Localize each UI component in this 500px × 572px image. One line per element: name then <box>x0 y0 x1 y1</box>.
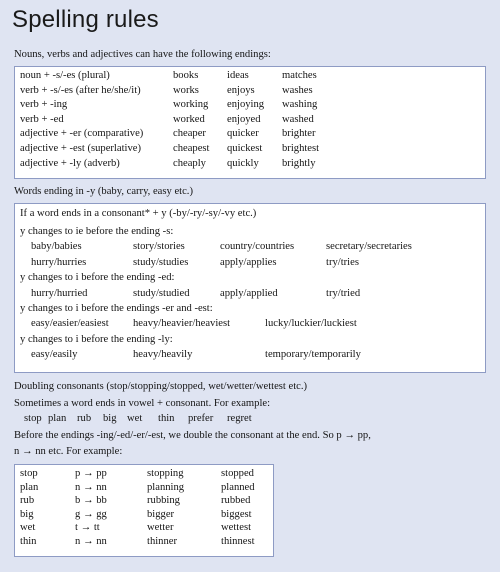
ending-example: working <box>173 99 209 111</box>
endings-row <box>15 114 485 129</box>
endings-table <box>14 66 486 179</box>
doubling-row <box>15 468 273 482</box>
ed-er-form: thinnest <box>221 535 255 547</box>
ending-rule: adjective + -er (comparative) <box>20 128 144 140</box>
endings-row <box>15 85 485 100</box>
y-subheading-text: y changes to i before the endings -er and -est: <box>20 302 213 314</box>
doubling-word: plan <box>48 413 67 424</box>
ending-rule: adjective + -ly (adverb) <box>20 157 120 169</box>
ending-example: cheapest <box>173 142 210 154</box>
y-subheading-text: y changes to i before the ending -ed: <box>20 272 175 284</box>
consonant-change: b → bb <box>75 495 107 507</box>
y-subheading <box>15 303 485 318</box>
ending-example: quickest <box>227 142 263 154</box>
doubling-table <box>14 464 274 557</box>
y-example: study/studies <box>133 256 189 268</box>
y-example: country/countries <box>220 241 295 253</box>
consonant-change: t → tt <box>75 522 100 534</box>
y-rule: If a word ends in a consonant* + y (-by/-ry/-sy/-vy etc.) <box>20 208 257 219</box>
doubling-intro: Sometimes a word ends in vowel + consonant. For example: <box>14 398 271 409</box>
ending-rule: adjective + -est (superlative) <box>20 142 141 154</box>
ing-form: planning <box>147 481 185 493</box>
ending-rule: noun + -s/-es (plural) <box>20 70 110 81</box>
page-title: Spelling rules <box>12 6 159 33</box>
y-example: easy/easier/easiest <box>31 318 109 330</box>
base-word: rub <box>20 495 35 507</box>
ing-form: stopping <box>147 468 184 479</box>
y-example: story/stories <box>133 241 185 253</box>
y-example: secretary/secretaries <box>326 241 412 253</box>
consonant-change: n → nn <box>75 481 107 493</box>
endings-row <box>15 128 485 143</box>
y-example-row <box>15 257 485 272</box>
ending-rule: verb + -ed <box>20 113 64 125</box>
y-example: heavy/heavier/heaviest <box>133 318 231 330</box>
base-word: big <box>20 508 34 520</box>
ending-example: brighter <box>282 128 316 140</box>
ending-example: washing <box>282 99 318 111</box>
ending-rule: verb + -s/-es (after he/she/it) <box>20 84 141 96</box>
ed-er-form: planned <box>221 481 255 493</box>
ending-example: enjoys <box>227 84 255 96</box>
doubling-word: regret <box>227 413 252 424</box>
base-word: stop <box>20 468 38 479</box>
base-word: plan <box>20 481 39 493</box>
y-example-row <box>15 349 485 364</box>
y-example: apply/applied <box>220 287 278 299</box>
y-example: try/tried <box>326 287 361 299</box>
ending-example: cheaply <box>173 157 206 169</box>
y-example-row <box>15 288 485 303</box>
doubling-word: wet <box>127 413 143 424</box>
endings-row <box>15 99 485 114</box>
ending-example: enjoying <box>227 99 265 111</box>
ending-example: enjoyed <box>227 113 261 125</box>
y-example: baby/babies <box>31 241 82 253</box>
ending-example: books <box>173 70 199 81</box>
doubling-row <box>15 536 273 550</box>
y-subheading <box>15 272 485 287</box>
doubling-word: prefer <box>188 413 214 424</box>
ending-rule: verb + -ing <box>20 99 68 111</box>
ending-example: brightest <box>282 142 320 154</box>
y-example: heavy/heavily <box>133 349 193 361</box>
ending-example: matches <box>282 70 317 81</box>
base-word: thin <box>20 535 37 547</box>
endings-row <box>15 143 485 158</box>
y-example: easy/easily <box>31 349 78 361</box>
doubling-word: rub <box>77 413 92 424</box>
ing-form: rubbing <box>147 495 180 507</box>
consonant-change: n → nn <box>75 535 107 547</box>
ed-er-form: rubbed <box>221 495 251 507</box>
y-subheading-text: y changes to i before the ending -ly: <box>20 333 173 345</box>
ending-example: worked <box>173 113 205 125</box>
doubling-row <box>15 509 273 523</box>
doubling-note-line2: n → nn etc. For example: <box>14 446 123 457</box>
consonant-change: g → gg <box>75 508 107 520</box>
y-example: hurry/hurried <box>31 287 88 299</box>
y-example: temporary/temporarily <box>265 349 361 361</box>
ending-example: brightly <box>282 157 316 169</box>
y-section-heading: Words ending in -y (baby, carry, easy etc.) <box>14 186 193 197</box>
y-example-row <box>15 241 485 256</box>
ing-form: thinner <box>147 535 178 547</box>
ending-example: quicker <box>227 128 259 140</box>
y-example: lucky/luckier/luckiest <box>265 318 357 330</box>
doubling-note-line1: Before the endings -ing/-ed/-er/-est, we double the consonant at the end. So p → pp, <box>14 430 371 441</box>
ending-example: quickly <box>227 157 259 169</box>
ending-example: washed <box>282 113 314 125</box>
ing-form: bigger <box>147 508 175 520</box>
ed-er-form: wettest <box>221 522 252 534</box>
consonant-change: p → pp <box>75 468 107 479</box>
y-example: try/tries <box>326 256 359 268</box>
ending-example: ideas <box>227 70 249 81</box>
y-example: hurry/hurries <box>31 256 87 268</box>
ending-example: works <box>173 84 199 96</box>
doubling-row <box>15 522 273 536</box>
ed-er-form: stopped <box>221 468 254 479</box>
y-rules-box <box>14 203 486 373</box>
y-example: apply/applies <box>220 256 277 268</box>
endings-row <box>15 158 485 173</box>
y-subheading <box>15 334 485 349</box>
base-word: wet <box>20 522 36 534</box>
ending-example: cheaper <box>173 128 206 140</box>
endings-intro: Nouns, verbs and adjectives can have the following endings: <box>14 49 271 60</box>
doubling-row <box>15 495 273 509</box>
doubling-row <box>15 482 273 496</box>
doubling-word: thin <box>158 413 175 424</box>
doubling-word: stop <box>24 413 42 424</box>
doubling-word: big <box>103 413 117 424</box>
ending-example: washes <box>282 84 313 96</box>
ed-er-form: biggest <box>221 508 252 520</box>
y-subheading <box>15 226 485 241</box>
y-subheading-text: y changes to ie before the ending -s: <box>20 226 174 237</box>
endings-row <box>15 70 485 85</box>
y-example: study/studied <box>133 287 190 299</box>
doubling-heading: Doubling consonants (stop/stopping/stopped, wet/wetter/wettest etc.) <box>14 381 308 392</box>
y-example-row <box>15 318 485 333</box>
ing-form: wetter <box>147 522 174 534</box>
